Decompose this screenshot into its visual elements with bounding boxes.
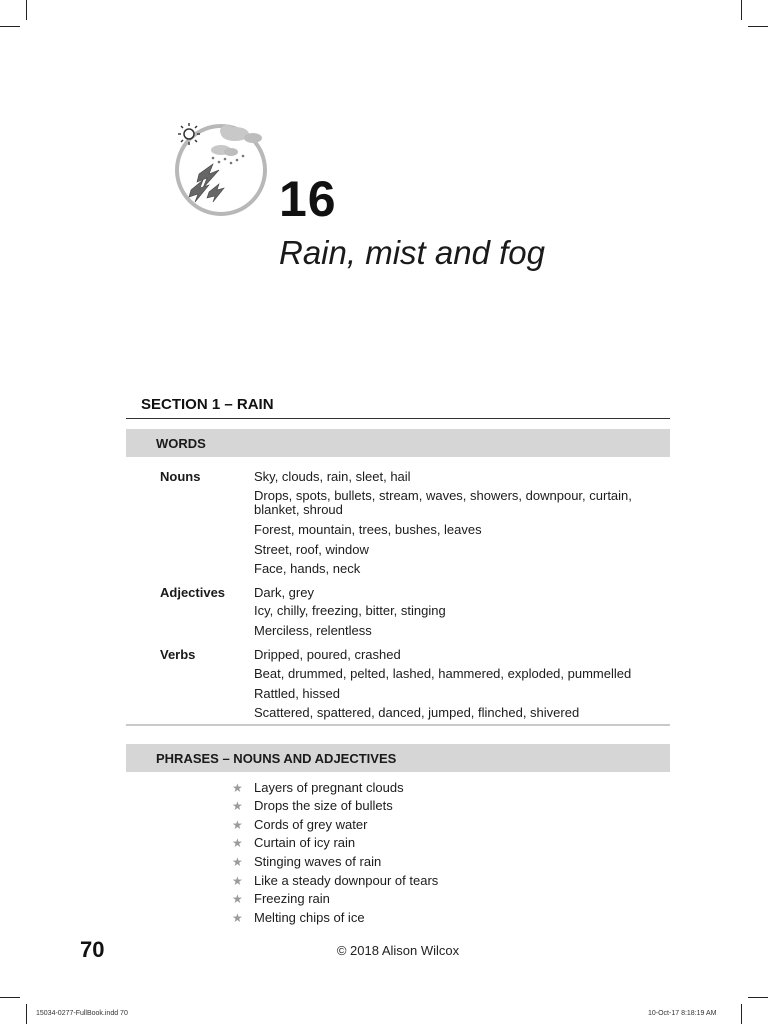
star-icon: ★ xyxy=(232,874,243,888)
words-bottom-rule xyxy=(126,724,670,726)
phrase-text: Like a steady downpour of tears xyxy=(254,873,439,888)
page-number: 70 xyxy=(80,937,105,962)
star-icon: ★ xyxy=(232,911,243,925)
phrase-item xyxy=(232,798,393,813)
word-entry: Forest, mountain, trees, bushes, leaves xyxy=(254,522,482,537)
star-icon: ★ xyxy=(232,855,243,869)
star-icon: ★ xyxy=(232,892,243,906)
phrase-text: Stinging waves of rain xyxy=(254,854,382,869)
phrase-item xyxy=(232,835,355,850)
star-icon: ★ xyxy=(232,836,243,850)
group-label-verbs: Verbs xyxy=(160,647,196,662)
word-entry: Face, hands, neck xyxy=(254,561,361,576)
word-entry: Dark, grey xyxy=(254,585,314,600)
phrase-text: Freezing rain xyxy=(254,891,330,906)
phrase-text: Melting chips of ice xyxy=(254,910,365,925)
crop-mark xyxy=(0,997,20,998)
phrase-item xyxy=(232,780,404,795)
phrases-header-bar xyxy=(126,744,670,772)
phrase-text: Cords of grey water xyxy=(254,817,368,832)
phrase-item xyxy=(232,910,365,925)
phrases-header-label: PHRASES – NOUNS AND ADJECTIVES xyxy=(156,751,397,766)
star-icon: ★ xyxy=(232,799,243,813)
word-entry: Rattled, hissed xyxy=(254,686,340,701)
word-entry: Street, roof, window xyxy=(254,542,369,557)
section-divider xyxy=(126,418,670,419)
chapter-number: 16 xyxy=(279,171,337,227)
crop-mark xyxy=(748,26,768,27)
group-label-adjectives: Adjectives xyxy=(160,585,226,600)
section-heading: SECTION 1 – RAIN xyxy=(141,396,274,413)
print-slug-file: 15034-0277-FullBook.indd 70 xyxy=(36,1010,128,1017)
star-icon: ★ xyxy=(232,818,243,832)
words-header-bar xyxy=(126,429,670,457)
print-slug-date: 10-Oct-17 8:18:19 AM xyxy=(648,1010,717,1017)
phrase-item xyxy=(232,854,381,869)
crop-mark xyxy=(748,997,768,998)
word-entry: Scattered, spattered, danced, jumped, flinched, shivered xyxy=(254,705,580,720)
star-icon: ★ xyxy=(232,781,243,795)
crop-mark xyxy=(741,1004,742,1024)
word-entry: Drops, spots, bullets, stream, waves, showers, downpour, curtain, blanket, shroud xyxy=(254,488,632,517)
word-entry: Dripped, poured, crashed xyxy=(254,647,401,662)
phrase-item xyxy=(232,891,330,906)
phrase-text: Layers of pregnant clouds xyxy=(254,780,404,795)
word-entry: Sky, clouds, rain, sleet, hail xyxy=(254,469,411,484)
phrase-item xyxy=(232,873,438,888)
word-entry: Beat, drummed, pelted, lashed, hammered, exploded, pummelled xyxy=(254,666,632,681)
copyright-notice: © 2018 Alison Wilcox xyxy=(336,943,460,958)
phrase-item xyxy=(232,817,367,832)
group-label-nouns: Nouns xyxy=(160,469,201,484)
phrase-text: Curtain of icy rain xyxy=(254,835,356,850)
weather-icon xyxy=(173,118,273,218)
phrase-text: Drops the size of bullets xyxy=(254,798,393,813)
crop-mark xyxy=(26,0,27,20)
words-header-label: WORDS xyxy=(156,436,206,451)
crop-mark xyxy=(741,0,742,20)
word-entry: Icy, chilly, freezing, bitter, stinging xyxy=(254,603,446,618)
word-entry: Merciless, relentless xyxy=(254,623,372,638)
crop-mark xyxy=(26,1004,27,1024)
crop-mark xyxy=(0,26,20,27)
chapter-title: Rain, mist and fog xyxy=(279,234,545,271)
